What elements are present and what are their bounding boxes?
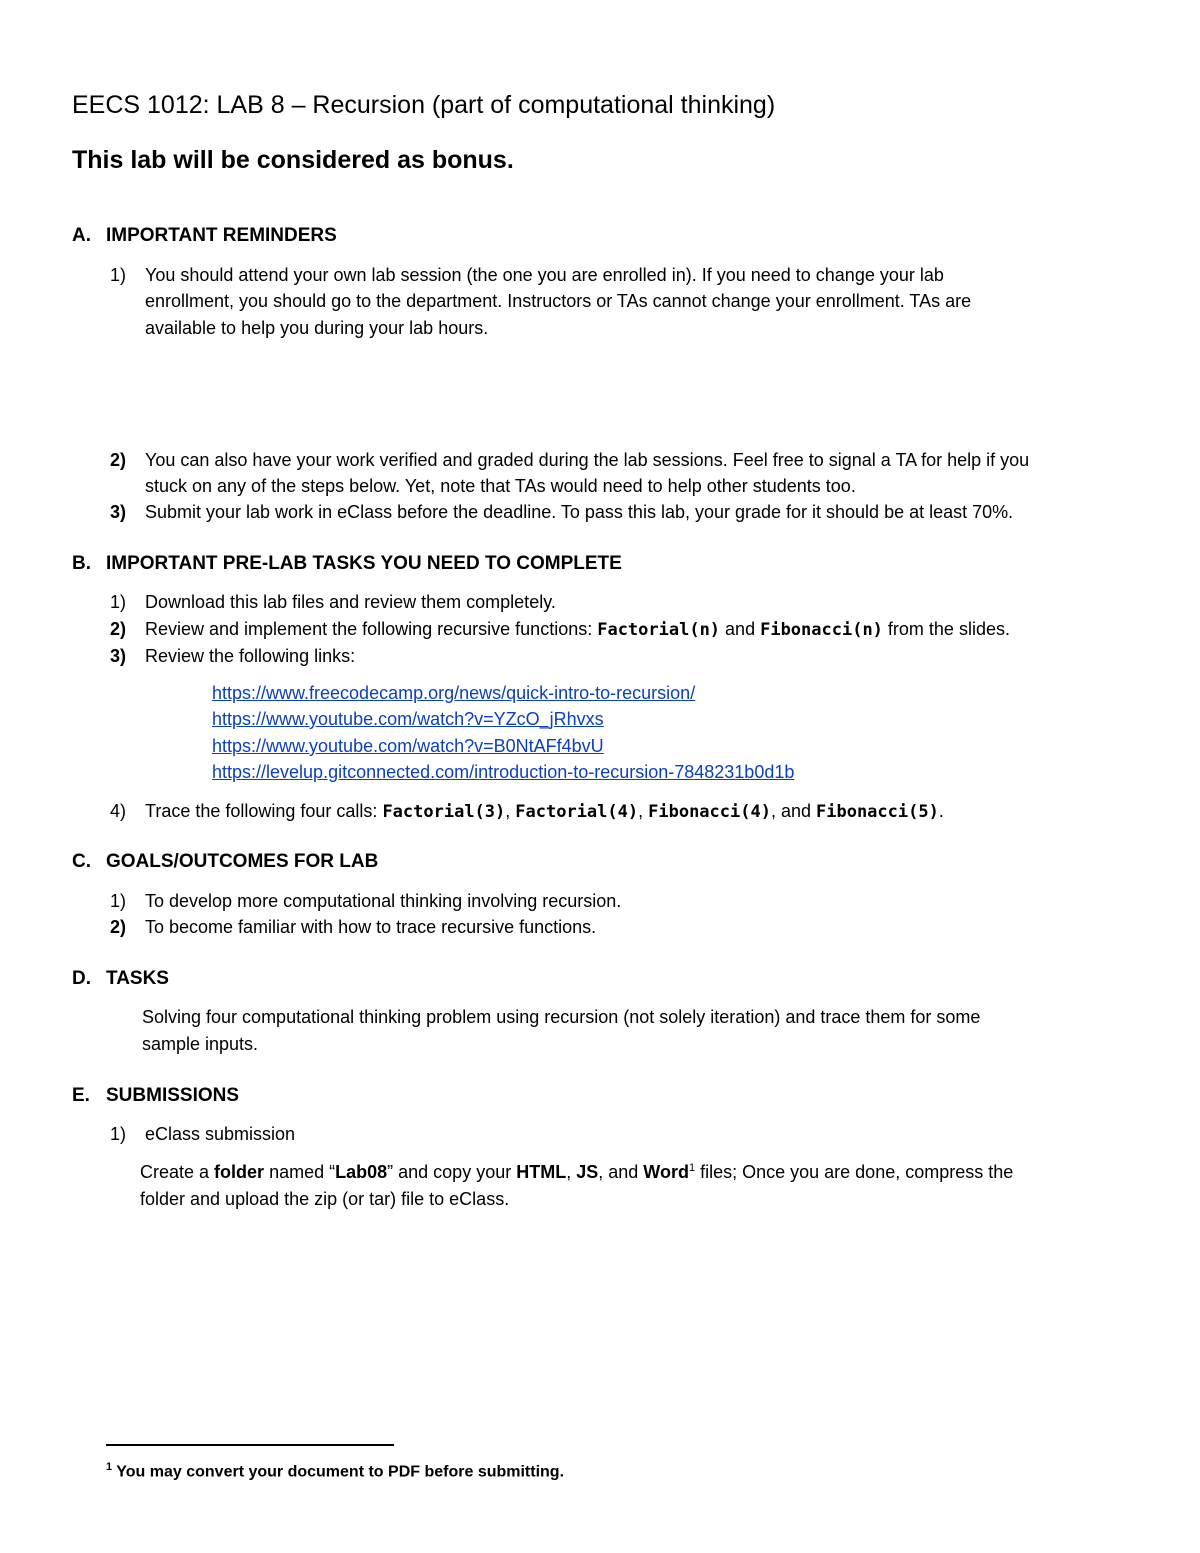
submission-paragraph-line <box>140 1162 1013 1183</box>
section-d-letter: D. <box>72 968 91 989</box>
code-call: Factorial(3) <box>382 802 506 822</box>
text-run: ” and copy your <box>387 1162 517 1182</box>
code-factorial: Factorial(n) <box>597 620 721 640</box>
list-item-line: enrollment, you should go to the department. Instructors or TAs cannot change your enrollment. TAs are <box>145 291 972 311</box>
footnote <box>106 1461 564 1481</box>
list-number: 3) <box>110 502 127 522</box>
section-a-letter: A. <box>72 225 91 246</box>
list-item-line: You can also have your work verified and graded during the lab sessions. Feel free to signal a TA for help if you <box>145 450 1030 470</box>
text-run: files; Once you are done, compress the <box>695 1162 1014 1182</box>
list-item-line: You should attend your own lab session (the one you are enrolled in). If you need to change your lab <box>145 265 944 285</box>
page-title: EECS 1012: LAB 8 – Recursion (part of computational thinking) <box>72 91 776 119</box>
list-item-line: available to help you during your lab hours. <box>145 318 489 338</box>
list-number: 3) <box>110 646 127 666</box>
link-levelup[interactable]: https://levelup.gitconnected.com/introduction-to-recursion-7848231b0d1b <box>212 762 795 782</box>
code-call: Factorial(4) <box>515 802 639 822</box>
text-run: , and <box>770 801 816 821</box>
list-item-text: To develop more computational thinking involving recursion. <box>145 891 622 911</box>
bold-run: Word <box>643 1162 689 1182</box>
section-b-heading: IMPORTANT PRE-LAB TASKS YOU NEED TO COMPLETE <box>106 553 622 574</box>
text-run: and <box>720 619 761 639</box>
link-youtube-1[interactable]: https://www.youtube.com/watch?v=YZcO_jRhvxs <box>212 709 604 729</box>
list-number: 1) <box>110 592 127 612</box>
text-run: Trace the following four calls: <box>145 801 383 821</box>
list-item-text: To become familiar with how to trace recursive functions. <box>145 917 597 937</box>
section-a-heading: IMPORTANT REMINDERS <box>106 225 337 246</box>
paragraph-line: sample inputs. <box>142 1034 259 1054</box>
list-number: 2) <box>110 917 127 937</box>
link-freecodecamp[interactable]: https://www.freecodecamp.org/news/quick-intro-to-recursion/ <box>212 683 696 703</box>
list-number: 2) <box>110 450 127 470</box>
list-item-text: eClass submission <box>145 1124 296 1144</box>
list-number: 1) <box>110 1124 127 1144</box>
section-e-letter: E. <box>72 1085 90 1106</box>
bold-run: JS <box>576 1162 599 1182</box>
section-b-letter: B. <box>72 553 91 574</box>
paragraph-line: Solving four computational thinking problem using recursion (not solely iteration) and trace them for some <box>142 1007 981 1027</box>
text-run: , <box>505 801 516 821</box>
code-fibonacci: Fibonacci(n) <box>760 620 883 640</box>
list-number: 1) <box>110 265 127 285</box>
text-run: named “ <box>264 1162 336 1182</box>
list-item-text <box>145 619 1010 640</box>
section-c-letter: C. <box>72 851 91 872</box>
list-number: 4) <box>110 801 127 821</box>
text-run: , <box>566 1162 577 1182</box>
code-call: Fibonacci(5) <box>816 802 939 822</box>
footnote-ref: 1 <box>688 1162 696 1174</box>
footnote-mark: 1 <box>106 1461 113 1473</box>
list-item-text <box>145 801 944 822</box>
text-run: . <box>938 801 944 821</box>
footnote-separator <box>106 1444 394 1446</box>
link-youtube-2[interactable]: https://www.youtube.com/watch?v=B0NtAFf4bvU <box>212 736 604 756</box>
bold-run: folder <box>214 1162 265 1182</box>
text-run: from the slides. <box>882 619 1010 639</box>
section-d-heading: TASKS <box>106 968 169 989</box>
footnote-text: You may convert your document to PDF before submitting. <box>112 1463 565 1481</box>
bold-run: HTML <box>516 1162 567 1182</box>
list-item-line: Submit your lab work in eClass before the deadline. To pass this lab, your grade for it should be at least 70%. <box>145 502 1014 522</box>
text-run: , <box>638 801 649 821</box>
text-run: Create a <box>140 1162 215 1182</box>
page-subtitle: This lab will be considered as bonus. <box>72 146 514 174</box>
list-number: 2) <box>110 619 127 639</box>
list-item-text: Review the following links: <box>145 646 356 666</box>
text-run: , and <box>598 1162 644 1182</box>
code-call: Fibonacci(4) <box>648 802 771 822</box>
section-e-heading: SUBMISSIONS <box>106 1085 240 1106</box>
list-number: 1) <box>110 891 127 911</box>
bold-run: Lab08 <box>335 1162 388 1182</box>
submission-paragraph-line: folder and upload the zip (or tar) file to eClass. <box>140 1189 510 1209</box>
list-item-line: stuck on any of the steps below. Yet, note that TAs would need to help other students too. <box>145 476 856 496</box>
list-item-text: Download this lab files and review them completely. <box>145 592 556 612</box>
section-c-heading: GOALS/OUTCOMES FOR LAB <box>106 851 379 872</box>
text-run: Review and implement the following recursive functions: <box>145 619 598 639</box>
